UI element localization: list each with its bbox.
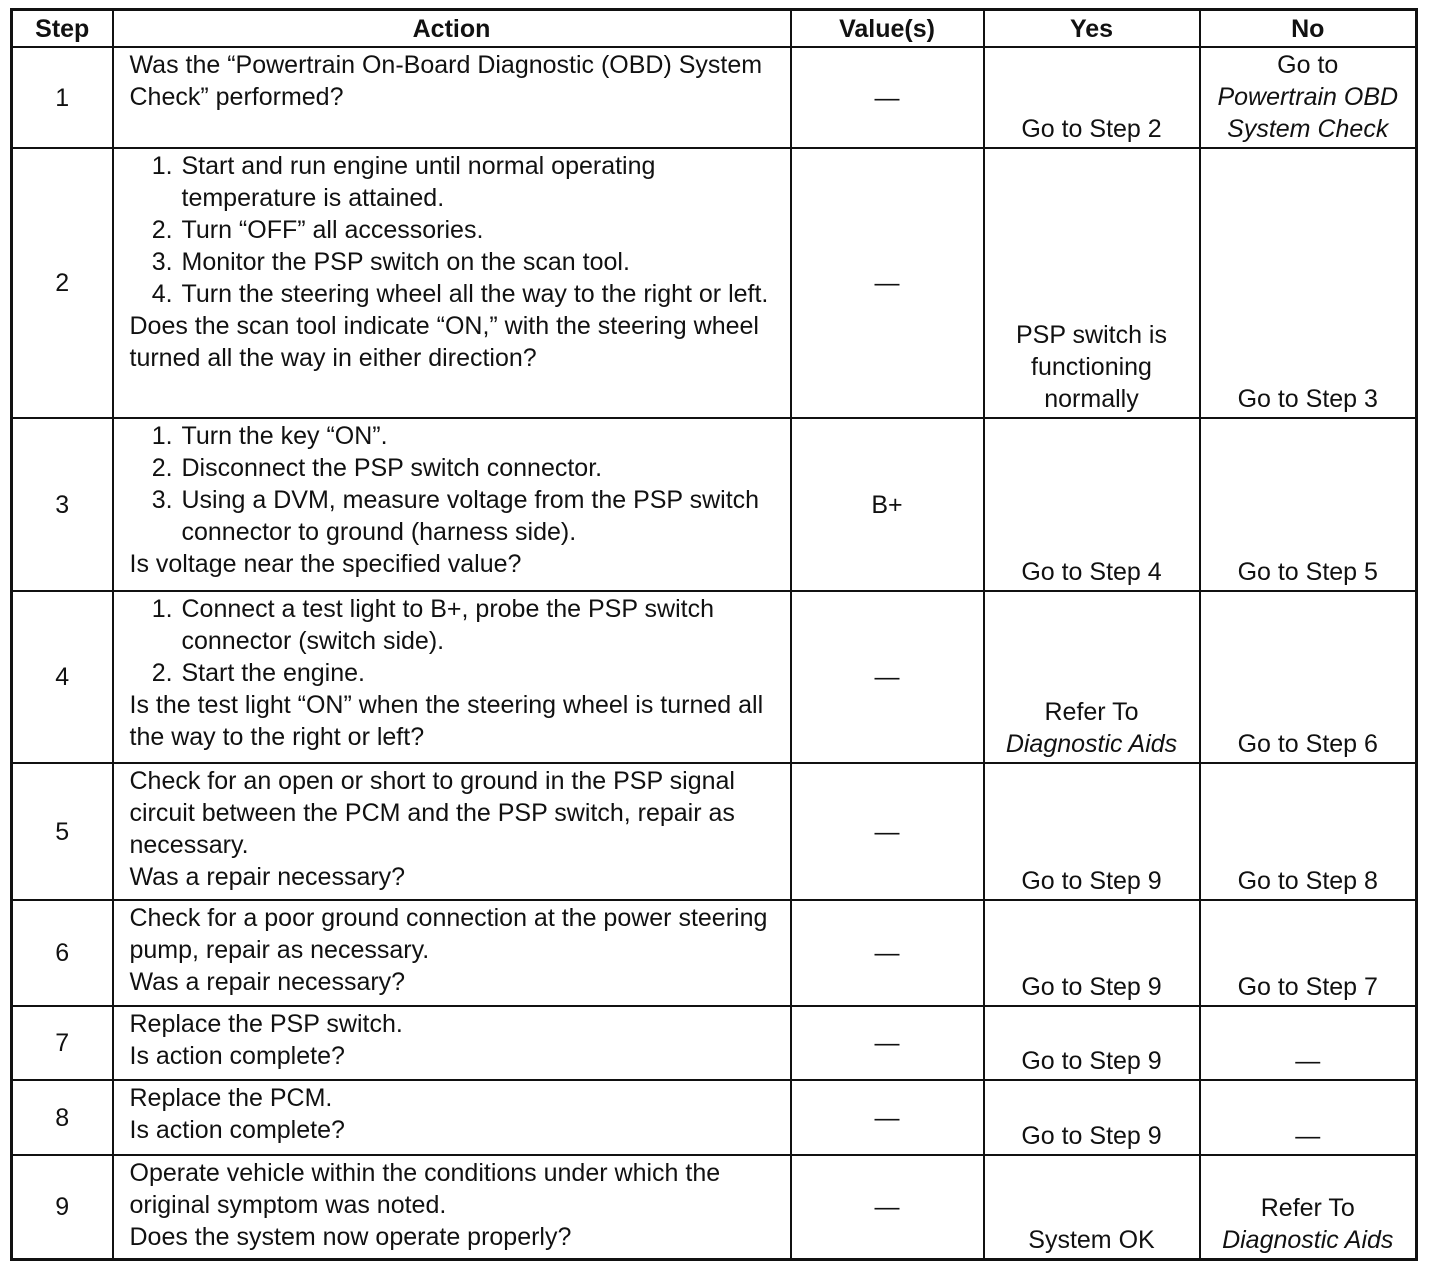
step-number: 4: [12, 591, 113, 763]
action-cell: [113, 47, 791, 148]
action-step: 1. Connect a test light to B+, probe the PSP switch connector (switch side).: [180, 593, 784, 657]
header-no: No: [1200, 10, 1417, 48]
no-text: Go to Step 3: [1237, 385, 1378, 413]
table-row: [12, 47, 1417, 148]
yes-text: Go to Step 2: [1021, 115, 1162, 143]
no-cell: [1200, 47, 1417, 148]
value-cell: —: [791, 47, 984, 148]
table-row: [12, 1006, 1417, 1080]
action-check: Replace the PSP switch.: [129, 1010, 403, 1038]
yes-text: PSP switch is functioning normally: [1016, 321, 1167, 413]
action-question: Is action complete?: [129, 1042, 345, 1070]
yes-text: Go to Step 4: [1021, 558, 1162, 586]
action-step: 3. Using a DVM, measure voltage from the PSP switch connector to ground (harness side).: [180, 484, 784, 548]
action-step: 2. Turn “OFF” all accessories.: [180, 214, 784, 246]
no-text: Go to Step 7: [1237, 973, 1378, 1001]
table-row: [12, 1155, 1417, 1260]
table-row: [12, 763, 1417, 900]
header-row: [12, 10, 1417, 48]
action-step: 1. Start and run engine until normal operating temperature is attained.: [180, 150, 784, 214]
no-text: Go to Step 6: [1237, 730, 1378, 758]
yes-text: Go to Step 9: [1021, 973, 1162, 1001]
table-row: [12, 900, 1417, 1006]
yes-cell: [984, 900, 1200, 1006]
value-cell: —: [791, 1080, 984, 1155]
action-cell: [113, 1155, 791, 1260]
action-cell: [113, 148, 791, 418]
step-number: 1: [12, 47, 113, 148]
action-step: 2. Start the engine.: [180, 657, 784, 689]
no-cell: [1200, 900, 1417, 1006]
yes-cell: [984, 591, 1200, 763]
value-cell: —: [791, 148, 984, 418]
action-check: Check for a poor ground connection at the power steering pump, repair as necessary.: [129, 904, 768, 964]
action-cell: [113, 591, 791, 763]
step-number: 3: [12, 418, 113, 591]
step-number: 2: [12, 148, 113, 418]
yes-text: Go to Step 9: [1021, 1122, 1162, 1150]
action-cell: [113, 1080, 791, 1155]
no-cell: [1200, 591, 1417, 763]
yes-cell: [984, 148, 1200, 418]
table-row: [12, 1080, 1417, 1155]
action-steps: [130, 420, 784, 548]
step-number: 7: [12, 1006, 113, 1080]
header-action: Action: [113, 10, 791, 48]
no-text: Refer To: [1260, 1194, 1355, 1222]
no-reference: Powertrain OBD System Check: [1217, 83, 1399, 143]
yes-cell: [984, 1080, 1200, 1155]
yes-cell: [984, 1006, 1200, 1080]
action-steps: [130, 593, 784, 689]
no-cell: [1200, 763, 1417, 900]
step-number: 8: [12, 1080, 113, 1155]
no-cell: [1200, 418, 1417, 591]
action-cell: [113, 1006, 791, 1080]
action-check: Operate vehicle within the conditions under which the original symptom was noted.: [129, 1159, 721, 1219]
step-number: 6: [12, 900, 113, 1006]
value-cell: —: [791, 1155, 984, 1260]
table-row: [12, 591, 1417, 763]
no-cell: [1200, 1080, 1417, 1155]
value-cell: —: [791, 1006, 984, 1080]
value-cell: —: [791, 763, 984, 900]
value-cell: —: [791, 591, 984, 763]
action-question: Does the scan tool indicate “ON,” with the steering wheel turned all the way in either direction?: [129, 312, 759, 372]
header-values: Value(s): [791, 10, 984, 48]
yes-text: System OK: [1028, 1226, 1155, 1254]
yes-reference: Diagnostic Aids: [1005, 730, 1178, 758]
no-text: —: [1295, 1047, 1321, 1075]
yes-cell: [984, 418, 1200, 591]
action-question: Was the “Powertrain On-Board Diagnostic (OBD) System Check” performed?: [129, 51, 763, 111]
header-yes: Yes: [984, 10, 1200, 48]
step-number: 5: [12, 763, 113, 900]
action-question: Is action complete?: [129, 1116, 345, 1144]
yes-text: Refer To: [1044, 698, 1139, 726]
yes-text: Go to Step 9: [1021, 1047, 1162, 1075]
value-cell: B+: [791, 418, 984, 591]
action-question: Was a repair necessary?: [129, 968, 406, 996]
step-number: 9: [12, 1155, 113, 1260]
yes-cell: [984, 1155, 1200, 1260]
action-check: Replace the PCM.: [129, 1084, 333, 1112]
yes-cell: [984, 763, 1200, 900]
no-cell: [1200, 1006, 1417, 1080]
yes-cell: [984, 47, 1200, 148]
no-text: Go to: [1277, 51, 1339, 79]
action-question: Is the test light “ON” when the steering wheel is turned all the way to the right or left?: [129, 691, 764, 751]
value-cell: —: [791, 900, 984, 1006]
no-cell: [1200, 148, 1417, 418]
yes-text: Go to Step 9: [1021, 867, 1162, 895]
action-check: Check for an open or short to ground in the PSP signal circuit between the PCM and the PSP switch, repair as necessary.: [129, 767, 735, 859]
action-question: Does the system now operate properly?: [129, 1223, 572, 1251]
action-cell: [113, 763, 791, 900]
no-cell: [1200, 1155, 1417, 1260]
header-step: Step: [12, 10, 113, 48]
action-step: 1. Turn the key “ON”.: [180, 420, 784, 452]
table-row: [12, 148, 1417, 418]
action-steps: [130, 150, 784, 310]
action-step: 2. Disconnect the PSP switch connector.: [180, 452, 784, 484]
action-step: 4. Turn the steering wheel all the way to the right or left.: [180, 278, 784, 310]
diagnostic-table: [10, 8, 1418, 1261]
no-text: Go to Step 5: [1237, 558, 1378, 586]
no-text: Go to Step 8: [1237, 867, 1378, 895]
action-question: Was a repair necessary?: [129, 863, 406, 891]
table-row: [12, 418, 1417, 591]
no-reference: Diagnostic Aids: [1222, 1226, 1394, 1254]
no-text: —: [1295, 1122, 1321, 1150]
action-question: Is voltage near the specified value?: [129, 550, 522, 578]
action-step: 3. Monitor the PSP switch on the scan tool.: [180, 246, 784, 278]
action-cell: [113, 900, 791, 1006]
action-cell: [113, 418, 791, 591]
